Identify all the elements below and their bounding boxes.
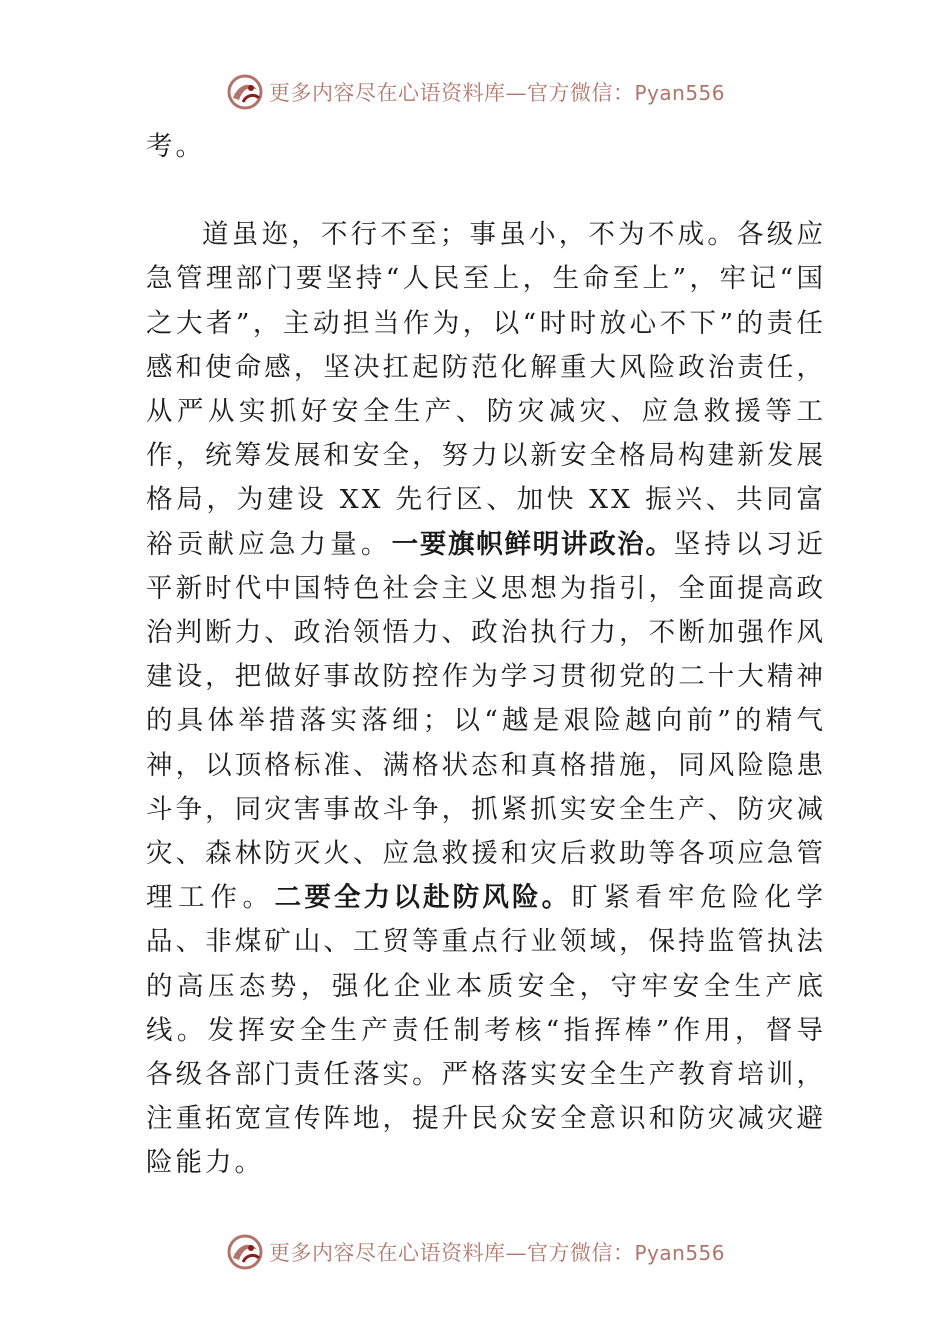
paragraph-point-2: 盯紧看牢危险化学品、非煤矿山、工贸等重点行业领域，保持监管执法的高压态势，强化企业本质安全，守牢安全生产底线。发挥安全生产责任制考核“指挥棒”作用，督导各级各部门责任落实。严格落实安全生产教育培训，注重拓宽宣传阵地，提升民众安全意识和防灾减灾避险能力。 <box>146 882 827 1179</box>
document-body <box>146 125 826 1186</box>
heading-point-1: 一要旗帜鲜明讲政治。 <box>391 528 674 560</box>
main-paragraph <box>146 213 826 1185</box>
swirl-logo-icon <box>225 1232 265 1272</box>
swirl-logo-icon <box>225 72 265 112</box>
continuation-line: 考。 <box>146 131 205 162</box>
header-banner-text: 更多内容尽在心语资料库—官方微信：Pyan556 <box>268 81 725 105</box>
footer-banner <box>0 1230 950 1274</box>
header-wechat-id: Pyan556 <box>634 81 725 105</box>
heading-point-2: 二要全力以赴防风险。 <box>274 882 572 914</box>
footer-wechat-id: Pyan556 <box>634 1241 725 1265</box>
paragraph-intro: 道虽迩，不行不至；事虽小，不为不成。各级应急管理部门要坚持“人民至上，生命至上”，牢记“国之大者”，主动担当作为，以“时时放心不下”的责任感和使命感，坚决扛起防范化解重大风险政治责任，从严从实抓好安全生产、防灾减灾、应急救援等工作，统筹发展和安全，努力以新安全格局构建新发展格局，为建设 XX 先行区、加快 XX 振兴、共同富裕贡献应急力量。 <box>146 219 826 560</box>
header-banner <box>0 70 950 114</box>
paragraph-point-1: 坚持以习近平新时代中国特色社会主义思想为指引，全面提高政治判断力、政治领悟力、政治执行力，不断加强作风建设，把做好事故防控作为学习贯彻党的二十大精神的具体举措落实落细；以“越是艰险越向前”的精气神，以顶格标准、满格状态和真格措施，同风险隐患斗争，同灾害事故斗争，抓紧抓实安全生产、防灾减灾、森林防灭火、应急救援和灾后救助等各项应急管理工作。 <box>146 528 827 914</box>
footer-banner-text: 更多内容尽在心语资料库—官方微信：Pyan556 <box>268 1241 725 1265</box>
